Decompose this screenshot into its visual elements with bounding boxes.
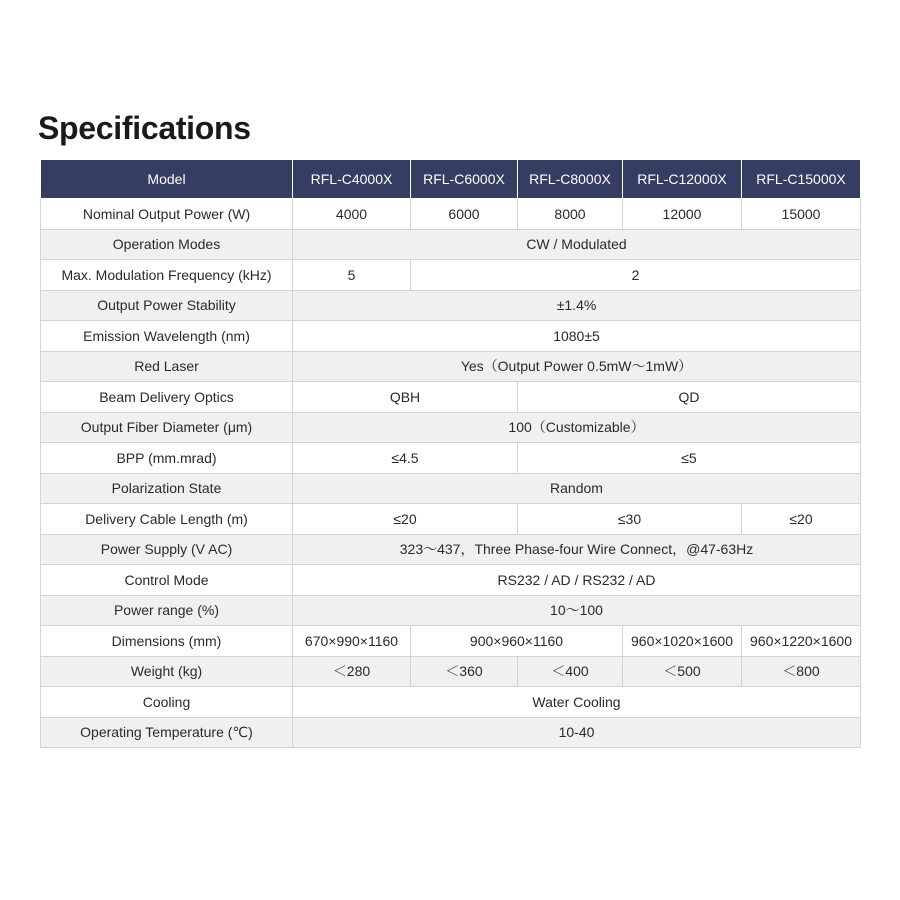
row-label: Max. Modulation Frequency (kHz) [41,260,293,291]
header-model: Model [41,160,293,199]
table-row [41,321,861,352]
cell-value: 10-40 [293,717,861,748]
cell-value: ＜500 [623,656,742,687]
cell-value: Random [293,473,861,504]
table-row [41,382,861,413]
specifications-table [40,159,861,748]
cell-value: ＜360 [411,656,518,687]
cell-value: 6000 [411,199,518,230]
table-row [41,351,861,382]
row-label: Weight (kg) [41,656,293,687]
cell-value: ＜800 [742,656,861,687]
cell-value: ≤20 [742,504,861,535]
row-label: Power Supply (V AC) [41,534,293,565]
cell-value: ≤30 [518,504,742,535]
cell-value: 100（Customizable） [293,412,861,443]
cell-value: Yes（Output Power 0.5mW～1mW） [293,351,861,382]
header-rfl-c4000x: RFL-C4000X [293,160,411,199]
cell-value: CW / Modulated [293,229,861,260]
row-label: Polarization State [41,473,293,504]
table-row [41,199,861,230]
cell-value: 900×960×1160 [411,626,623,657]
row-label: Cooling [41,687,293,718]
table-row [41,412,861,443]
table-row [41,656,861,687]
cell-value: QBH [293,382,518,413]
table-row [41,504,861,535]
table-row [41,534,861,565]
row-label: Operating Temperature (℃) [41,717,293,748]
cell-value: 670×990×1160 [293,626,411,657]
table-row [41,687,861,718]
table-row [41,229,861,260]
header-rfl-c15000x: RFL-C15000X [742,160,861,199]
cell-value: ≤20 [293,504,518,535]
table-row [41,443,861,474]
row-label: Emission Wavelength (nm) [41,321,293,352]
cell-value: 5 [293,260,411,291]
table-row [41,473,861,504]
header-rfl-c12000x: RFL-C12000X [623,160,742,199]
row-label: Beam Delivery Optics [41,382,293,413]
row-label: Output Power Stability [41,290,293,321]
table-row [41,260,861,291]
row-label: Output Fiber Diameter (μm) [41,412,293,443]
cell-value: QD [518,382,861,413]
cell-value: ＜400 [518,656,623,687]
header-rfl-c6000x: RFL-C6000X [411,160,518,199]
table-row [41,290,861,321]
row-label: BPP (mm.mrad) [41,443,293,474]
cell-value: ≤4.5 [293,443,518,474]
cell-value: 10～100 [293,595,861,626]
cell-value: 15000 [742,199,861,230]
row-label: Nominal Output Power (W) [41,199,293,230]
row-label: Power range (%) [41,595,293,626]
cell-value: 4000 [293,199,411,230]
cell-value: Water Cooling [293,687,861,718]
table-row [41,565,861,596]
cell-value: ≤5 [518,443,861,474]
table-row [41,595,861,626]
cell-value: 960×1220×1600 [742,626,861,657]
cell-value: 12000 [623,199,742,230]
cell-value: 2 [411,260,861,291]
cell-value: 960×1020×1600 [623,626,742,657]
cell-value: 8000 [518,199,623,230]
table-header-row [41,160,861,199]
row-label: Delivery Cable Length (m) [41,504,293,535]
cell-value: ±1.4% [293,290,861,321]
page-title: Specifications [38,110,251,146]
cell-value: 323～437，Three Phase-four Wire Connect，@47-63Hz [293,534,861,565]
cell-value: RS232 / AD / RS232 / AD [293,565,861,596]
row-label: Operation Modes [41,229,293,260]
cell-value: 1080±5 [293,321,861,352]
row-label: Control Mode [41,565,293,596]
table-row [41,626,861,657]
table-row [41,717,861,748]
row-label: Dimensions (mm) [41,626,293,657]
header-rfl-c8000x: RFL-C8000X [518,160,623,199]
cell-value: ＜280 [293,656,411,687]
row-label: Red Laser [41,351,293,382]
